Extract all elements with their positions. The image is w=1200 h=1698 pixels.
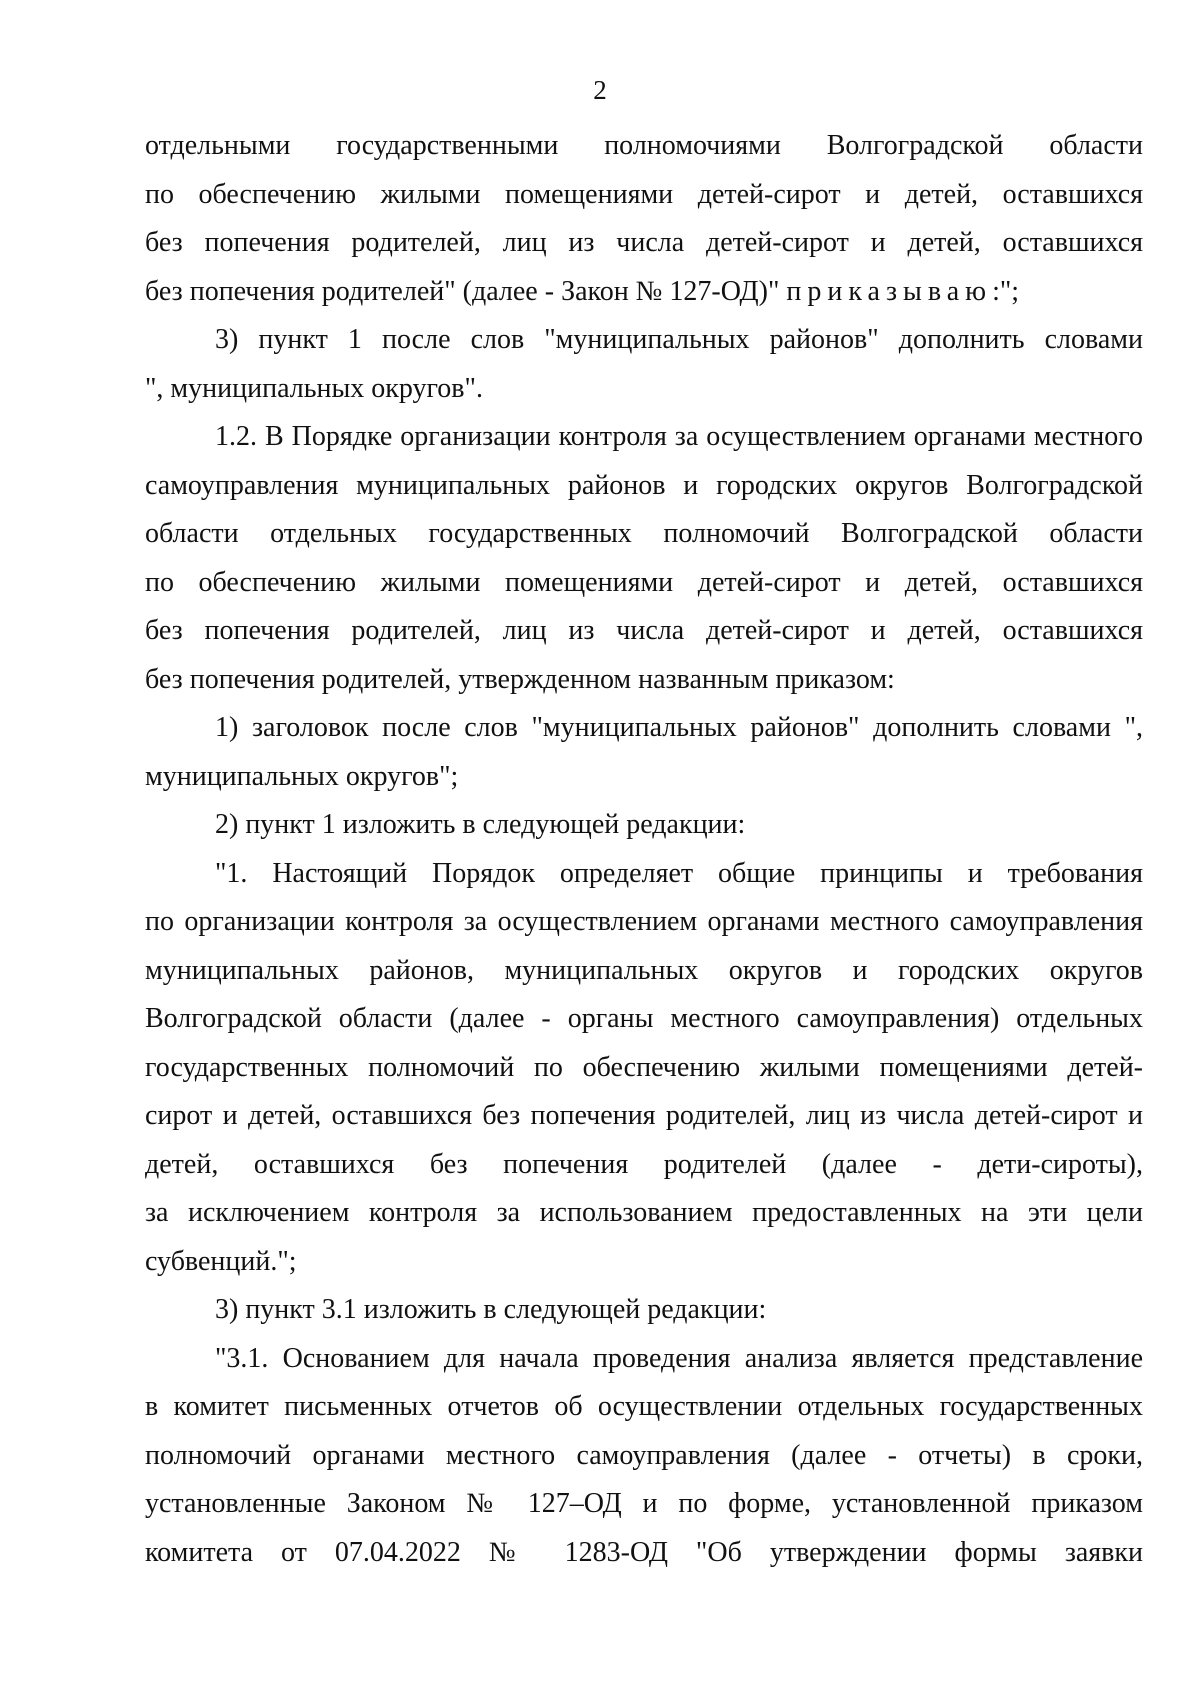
text-line: за исключением контроля за использованием предоставленных на эти цели xyxy=(145,1197,1143,1228)
text-line: отдельными государственными полномочиями Волгоградской области xyxy=(145,130,1143,161)
text-line: области отдельных государственных полномочий Волгоградской области xyxy=(145,518,1143,549)
text-line: Волгоградской области (далее - органы местного самоуправления) отдельных xyxy=(145,1003,1143,1034)
text-line: по обеспечению жилыми помещениями детей-сирот и детей, оставшихся xyxy=(145,566,1143,598)
text-fragment: без попечения родителей" (далее - Закон № 127-ОД)" xyxy=(145,275,787,307)
text-line: полномочий органами местного самоуправления (далее - отчеты) в сроки, xyxy=(145,1439,1143,1471)
text-line: ", муниципальных округов". xyxy=(145,372,483,404)
text-line: муниципальных районов, муниципальных округов и городских округов xyxy=(145,954,1143,986)
text-fragment: :"; xyxy=(992,275,1020,307)
text-line: в комитет письменных отчетов об осуществлении отдельных государственных xyxy=(145,1391,1143,1422)
text-line: муниципальных округов"; xyxy=(145,760,459,792)
text-line: без попечения родителей, лиц из числа детей-сирот и детей, оставшихся xyxy=(145,615,1143,646)
text-line: без попечения родителей, лиц из числа детей-сирот и детей, оставшихся xyxy=(145,227,1143,258)
text-line: детей, оставшихся без попечения родителей (далее - дети-сироты), xyxy=(145,1148,1143,1180)
text-line: комитета от 07.04.2022 № 1283-ОД "Об утверждении формы заявки xyxy=(145,1536,1143,1568)
text-line: сирот и детей, оставшихся без попечения родителей, лиц из числа детей-сирот и xyxy=(145,1100,1143,1131)
text-line: государственных полномочий по обеспечению жилыми помещениями детей- xyxy=(145,1051,1143,1083)
text-line: установленные Законом № 127–ОД и по форме, установленной приказом xyxy=(145,1488,1143,1519)
text-line: "3.1. Основанием для начала проведения анализа является представление xyxy=(215,1342,1143,1374)
text-line xyxy=(145,268,1143,317)
text-line: 3) пункт 1 после слов "муниципальных районов" дополнить словами xyxy=(215,324,1143,355)
document-body xyxy=(145,122,1143,1577)
text-line: 2) пункт 1 изложить в следующей редакции: xyxy=(215,809,746,840)
text-line: 1.2. В Порядке организации контроля за осуществлением органами местного xyxy=(215,421,1143,452)
text-line: по организации контроля за осуществлением органами местного самоуправления xyxy=(145,906,1143,937)
text-line: 3) пункт 3.1 изложить в следующей редакции: xyxy=(215,1294,767,1325)
text-line: без попечения родителей, утвержденном названным приказом: xyxy=(145,663,895,695)
page-number: 2 xyxy=(593,75,607,105)
spaced-word: приказываю xyxy=(786,275,993,307)
text-line: "1. Настоящий Порядок определяет общие принципы и требования xyxy=(215,857,1143,889)
text-line: субвенций."; xyxy=(145,1245,297,1277)
text-line: 1) заголовок после слов "муниципальных районов" дополнить словами ", xyxy=(215,712,1143,743)
text-line: самоуправления муниципальных районов и городских округов Волгоградской xyxy=(145,469,1143,501)
text-line: по обеспечению жилыми помещениями детей-сирот и детей, оставшихся xyxy=(145,178,1143,210)
